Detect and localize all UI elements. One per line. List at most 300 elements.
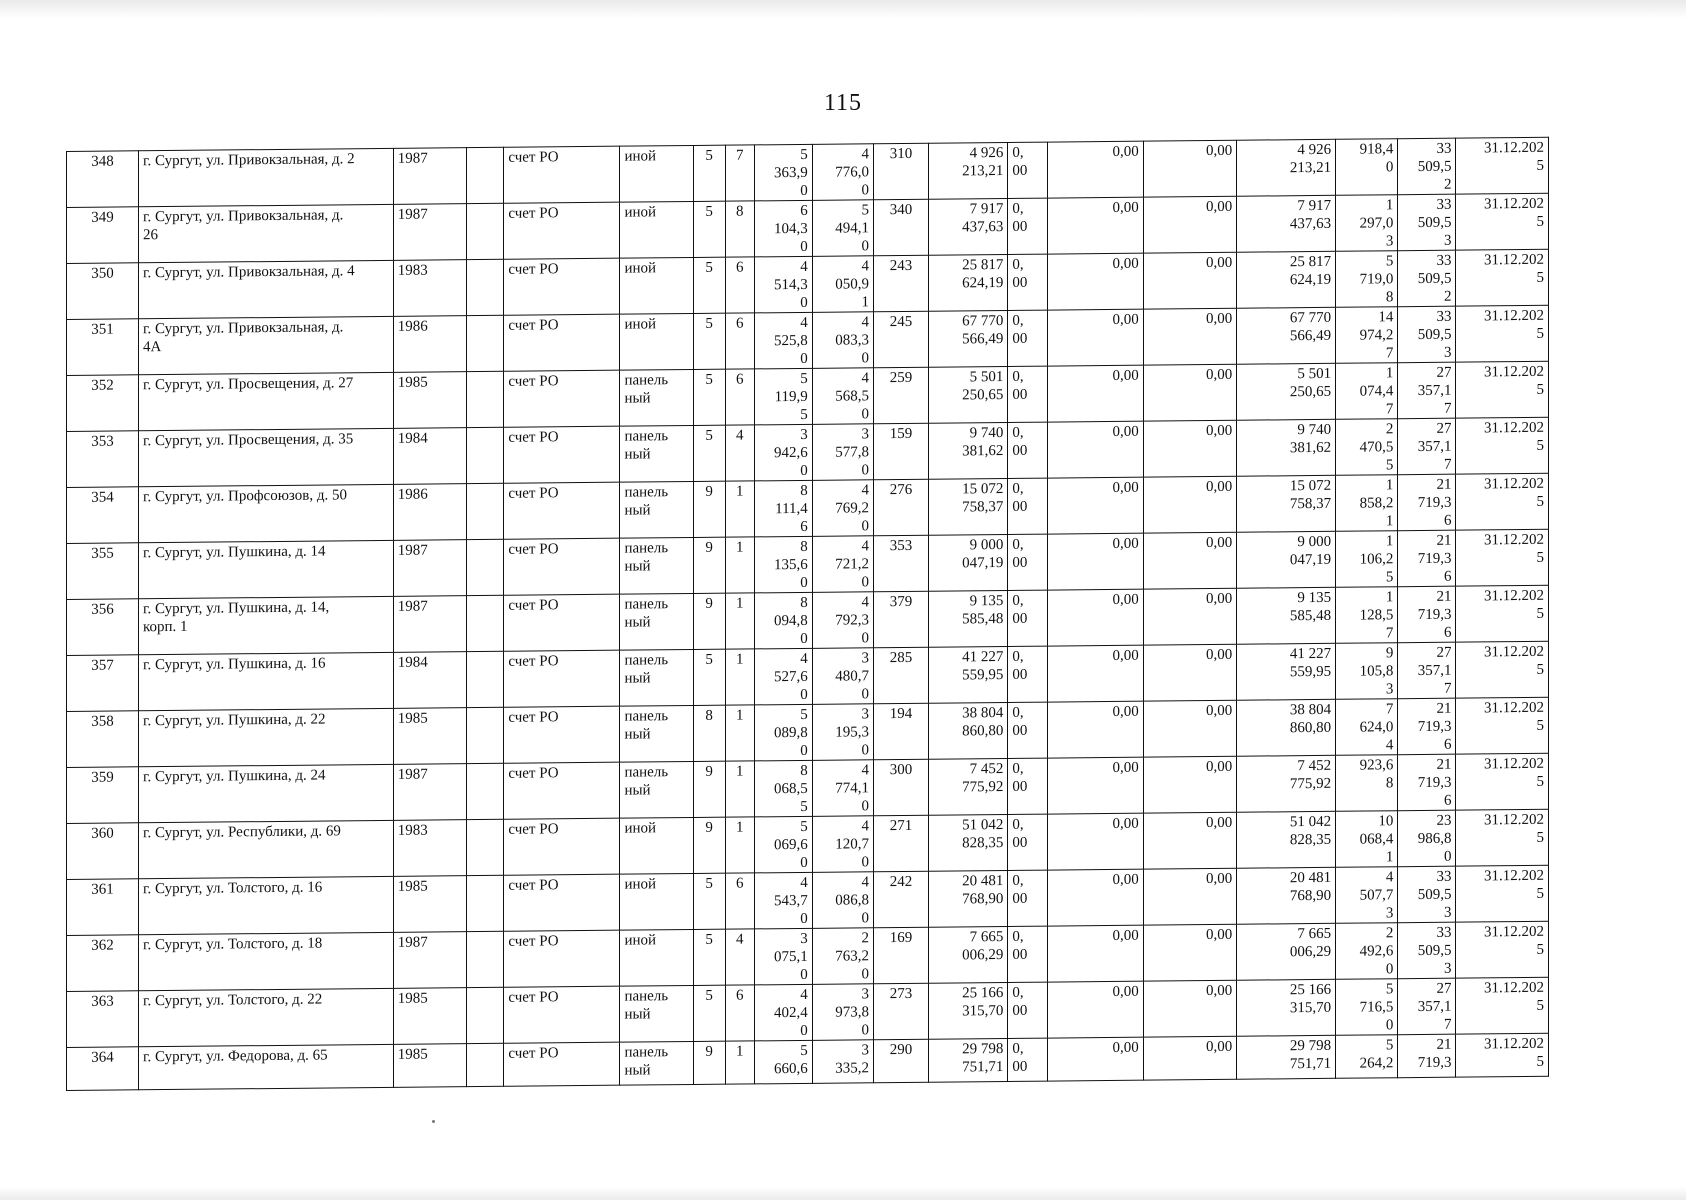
- living-area-cell: [812, 984, 873, 1041]
- max-cost-cell-text: 21 719,3 6: [1417, 700, 1452, 753]
- wall-material-cell: [620, 985, 693, 1042]
- register-sheet: [66, 137, 1549, 1089]
- account-cell-text: счет РО: [508, 373, 559, 390]
- local-budget-cell: [1143, 588, 1236, 645]
- scan-edge-bottom: [0, 1186, 1686, 1200]
- total-area-cell: [754, 984, 812, 1041]
- empty-cell: [466, 651, 504, 707]
- residents-cell: [874, 311, 929, 368]
- regional-budget-cell-text: 0,00: [1112, 535, 1139, 552]
- address-cell-text: г. Сургут, ул. Привокзальная, д. 4А: [143, 319, 344, 356]
- wall-material-cell: [620, 929, 693, 986]
- year-cell-text: 1983: [397, 822, 428, 839]
- fund-cell-text: 0, 00: [1012, 760, 1028, 795]
- floors-cell: [693, 145, 725, 201]
- empty-cell: [466, 875, 504, 931]
- deadline-cell-text: 31.12.202 5: [1484, 363, 1544, 398]
- specific-cost-cell: [1336, 139, 1398, 196]
- entrances-cell-text: 1: [736, 595, 744, 612]
- specific-cost-cell-text: 1 128,5 7: [1359, 589, 1394, 642]
- empty-cell: [466, 203, 504, 259]
- row-number: [67, 599, 139, 656]
- living-area-cell-text: 4 721,2 0: [835, 538, 870, 591]
- year-cell: [393, 652, 466, 709]
- fund-cell-text: 0, 00: [1012, 872, 1028, 907]
- floors-cell-text: 5: [705, 987, 713, 1004]
- owners-funds-cell-text: 25 166 315,70: [1289, 981, 1332, 1017]
- total-area-cell: [754, 256, 812, 313]
- residents-cell-text: 242: [889, 873, 913, 891]
- wall-material-cell-text: панель ный: [624, 764, 669, 799]
- floors-cell-text: 9: [705, 483, 713, 500]
- empty-cell: [466, 539, 504, 595]
- year-cell: [393, 988, 466, 1045]
- owners-funds-cell-text: 4 926 213,21: [1289, 141, 1332, 177]
- owners-funds-cell-text: 41 227 559,95: [1289, 645, 1332, 681]
- year-cell: [393, 540, 466, 597]
- deadline-cell-text: 31.12.202 5: [1484, 195, 1544, 230]
- account-cell: [504, 874, 620, 931]
- deadline-cell: [1456, 585, 1549, 642]
- residents-cell-text: 290: [889, 1041, 913, 1059]
- local-budget-cell-text: 0,00: [1205, 758, 1233, 776]
- regional-budget-cell-text: 0,00: [1112, 367, 1139, 384]
- owners-funds-cell: [1237, 363, 1336, 420]
- residents-cell: [874, 479, 929, 536]
- fund-cell: [1008, 590, 1048, 646]
- living-area-cell-text: 3 973,8 0: [835, 986, 870, 1039]
- cost-cell-text: 20 481 768,90: [962, 873, 1004, 908]
- floors-cell: [693, 705, 725, 761]
- specific-cost-cell-text: 1 074,4 7: [1359, 365, 1394, 418]
- row-number-text: 353: [91, 433, 114, 450]
- row-number: [67, 879, 139, 936]
- specific-cost-cell: [1336, 699, 1398, 756]
- regional-budget-cell: [1048, 701, 1144, 758]
- local-budget-cell: [1143, 196, 1236, 253]
- owners-funds-cell-text: 9 135 585,48: [1289, 589, 1332, 625]
- row-number-text: 354: [91, 489, 114, 506]
- living-area-cell: [812, 760, 873, 817]
- specific-cost-cell: [1336, 643, 1398, 700]
- floors-cell-text: 5: [705, 427, 713, 444]
- specific-cost-cell: [1336, 195, 1398, 252]
- account-cell: [504, 482, 620, 539]
- residents-cell: [874, 871, 929, 928]
- deadline-cell-text: 31.12.202 5: [1484, 307, 1544, 342]
- row-number: [67, 375, 139, 432]
- deadline-cell-text: 31.12.202 5: [1484, 923, 1544, 958]
- owners-funds-cell: [1237, 979, 1336, 1036]
- fund-cell: [1008, 422, 1048, 478]
- fund-cell-text: 0, 00: [1012, 144, 1028, 179]
- local-budget-cell-text: 0,00: [1205, 366, 1233, 384]
- residents-cell: [874, 423, 929, 480]
- local-budget-cell-text: 0,00: [1205, 422, 1233, 440]
- owners-funds-cell: [1237, 531, 1336, 588]
- deadline-cell: [1456, 921, 1549, 978]
- wall-material-cell: [620, 649, 693, 706]
- owners-funds-cell-text: 20 481 768,90: [1289, 869, 1332, 905]
- local-budget-cell: [1143, 308, 1236, 365]
- wall-material-cell-text: иной: [624, 820, 657, 837]
- cost-cell-text: 7 917 437,63: [962, 201, 1004, 236]
- max-cost-cell-text: 33 509,5 2: [1417, 140, 1452, 193]
- row-number-text: 357: [91, 657, 114, 674]
- max-cost-cell: [1398, 642, 1456, 699]
- year-cell-text: 1984: [397, 430, 428, 447]
- deadline-cell-text: 31.12.202 5: [1484, 1035, 1544, 1070]
- specific-cost-cell: [1336, 979, 1398, 1036]
- account-cell: [504, 930, 620, 987]
- address-cell: [139, 428, 394, 486]
- fund-cell-text: 0, 00: [1012, 928, 1028, 963]
- max-cost-cell-text: 27 357,1 7: [1417, 364, 1452, 417]
- cost-cell: [928, 758, 1008, 815]
- empty-cell: [466, 707, 504, 763]
- entrances-cell-text: 6: [736, 371, 744, 388]
- max-cost-cell: [1398, 1034, 1456, 1078]
- address-cell: [139, 876, 394, 934]
- regional-budget-cell: [1048, 757, 1144, 814]
- regional-budget-cell-text: 0,00: [1112, 479, 1139, 496]
- regional-budget-cell-text: 0,00: [1112, 815, 1139, 832]
- max-cost-cell-text: 23 986,8 0: [1417, 812, 1452, 865]
- cost-cell: [928, 310, 1008, 367]
- row-number: [67, 711, 139, 768]
- year-cell-text: 1985: [397, 878, 428, 895]
- total-area-cell: [754, 424, 812, 481]
- floors-cell: [693, 761, 725, 817]
- entrances-cell-text: 8: [736, 203, 744, 220]
- local-budget-cell-text: 0,00: [1205, 1038, 1233, 1056]
- wall-material-cell-text: иной: [624, 204, 657, 221]
- account-cell-text: счет РО: [508, 877, 559, 894]
- owners-funds-cell: [1237, 923, 1336, 980]
- max-cost-cell: [1398, 306, 1456, 363]
- entrances-cell-text: 1: [736, 539, 744, 556]
- max-cost-cell-text: 27 357,1 7: [1417, 980, 1452, 1033]
- account-cell-text: счет РО: [508, 597, 559, 614]
- year-cell: [393, 372, 466, 429]
- floors-cell-text: 5: [705, 651, 713, 668]
- year-cell-text: 1983: [397, 262, 428, 279]
- owners-funds-cell: [1237, 1035, 1336, 1079]
- entrances-cell-text: 1: [736, 707, 744, 724]
- deadline-cell: [1456, 193, 1549, 250]
- account-cell-text: счет РО: [508, 205, 559, 222]
- address-cell-text: г. Сургут, ул. Пушкина, д. 14: [143, 543, 326, 562]
- account-cell: [504, 370, 620, 427]
- cost-cell: [928, 422, 1008, 479]
- regional-budget-cell: [1048, 533, 1144, 590]
- deadline-cell: [1456, 529, 1549, 586]
- address-cell-text: г. Сургут, ул. Просвещения, д. 35: [143, 431, 354, 450]
- residents-cell: [874, 647, 929, 704]
- entrances-cell-text: 6: [736, 987, 744, 1004]
- address-cell: [139, 484, 394, 542]
- entrances-cell: [725, 929, 754, 985]
- account-cell-text: счет РО: [508, 933, 559, 950]
- cost-cell: [928, 814, 1008, 871]
- cost-cell-text: 29 798 751,71: [962, 1041, 1004, 1076]
- total-area-cell-text: 4 527,6 0: [774, 650, 808, 703]
- deadline-cell-text: 31.12.202 5: [1484, 587, 1544, 622]
- regional-budget-cell-text: 0,00: [1112, 703, 1139, 720]
- living-area-cell-text: 2 763,2 0: [835, 930, 870, 983]
- deadline-cell: [1456, 417, 1549, 474]
- max-cost-cell: [1398, 922, 1456, 979]
- specific-cost-cell: [1336, 307, 1398, 364]
- total-area-cell: [754, 200, 812, 257]
- total-area-cell: [754, 648, 812, 705]
- deadline-cell-text: 31.12.202 5: [1484, 811, 1544, 846]
- account-cell-text: счет РО: [508, 821, 559, 838]
- address-cell-text: г. Сургут, ул. Пушкина, д. 16: [143, 655, 326, 674]
- specific-cost-cell-text: 10 068,4 1: [1359, 813, 1394, 866]
- regional-budget-cell: [1048, 925, 1144, 982]
- floors-cell: [693, 873, 725, 929]
- total-area-cell: [754, 928, 812, 985]
- residents-cell: [874, 815, 929, 872]
- wall-material-cell: [620, 593, 693, 650]
- max-cost-cell: [1398, 194, 1456, 251]
- floors-cell: [693, 425, 725, 481]
- account-cell: [504, 594, 620, 651]
- year-cell: [393, 316, 466, 373]
- fund-cell-text: 0, 00: [1012, 256, 1028, 291]
- local-budget-cell-text: 0,00: [1205, 982, 1233, 1000]
- fund-cell-text: 0, 00: [1012, 816, 1028, 851]
- fund-cell-text: 0, 00: [1012, 200, 1028, 235]
- entrances-cell: [725, 537, 754, 593]
- fund-cell: [1008, 534, 1048, 590]
- cost-cell-text: 5 501 250,65: [962, 369, 1004, 404]
- max-cost-cell-text: 21 719,3: [1417, 1036, 1452, 1072]
- total-area-cell-text: 4 514,3 0: [774, 258, 808, 311]
- account-cell-text: счет РО: [508, 429, 559, 446]
- page-number: 115: [823, 90, 863, 116]
- local-budget-cell-text: 0,00: [1205, 646, 1233, 664]
- deadline-cell-text: 31.12.202 5: [1484, 867, 1544, 902]
- max-cost-cell: [1398, 418, 1456, 475]
- total-area-cell-text: 4 525,8 0: [774, 314, 808, 367]
- living-area-cell: [812, 1040, 873, 1084]
- deadline-cell: [1456, 697, 1549, 754]
- account-cell: [504, 818, 620, 875]
- year-cell-text: 1987: [397, 766, 428, 783]
- specific-cost-cell: [1336, 923, 1398, 980]
- living-area-cell: [812, 424, 873, 481]
- row-number: [67, 543, 139, 600]
- regional-budget-cell-text: 0,00: [1112, 1039, 1139, 1056]
- living-area-cell-text: 3 335,2: [835, 1042, 870, 1077]
- year-cell-text: 1987: [397, 598, 428, 615]
- total-area-cell: [754, 368, 812, 425]
- fund-cell-text: 0, 00: [1012, 424, 1028, 459]
- entrances-cell: [725, 985, 754, 1041]
- living-area-cell: [812, 256, 873, 313]
- address-cell-text: г. Сургут, ул. Просвещения, д. 27: [143, 375, 354, 394]
- empty-cell: [466, 931, 504, 987]
- owners-funds-cell-text: 67 770 566,49: [1289, 309, 1332, 345]
- scan-edge-top: [0, 0, 1686, 18]
- wall-material-cell-text: панель ный: [624, 988, 669, 1023]
- specific-cost-cell: [1336, 251, 1398, 308]
- residents-cell: [874, 703, 929, 760]
- living-area-cell-text: 4 769,2 0: [835, 482, 870, 535]
- wall-material-cell-text: иной: [624, 316, 657, 333]
- row-number: [67, 1047, 139, 1091]
- local-budget-cell: [1143, 140, 1236, 197]
- regional-budget-cell-text: 0,00: [1112, 591, 1139, 608]
- year-cell: [393, 764, 466, 821]
- pencil-mark: [432, 1120, 435, 1123]
- account-cell-text: счет РО: [508, 541, 559, 558]
- total-area-cell: [754, 144, 812, 201]
- fund-cell: [1008, 366, 1048, 422]
- deadline-cell-text: 31.12.202 5: [1484, 419, 1544, 454]
- local-budget-cell: [1143, 252, 1236, 309]
- entrances-cell-text: 6: [736, 259, 744, 276]
- row-number: [67, 935, 139, 992]
- total-area-cell-text: 6 104,3 0: [774, 202, 808, 255]
- row-number-text: 352: [91, 377, 114, 394]
- empty-cell: [466, 987, 504, 1043]
- floors-cell: [693, 1041, 725, 1084]
- owners-funds-cell: [1237, 475, 1336, 532]
- regional-budget-cell-text: 0,00: [1112, 311, 1139, 328]
- empty-cell: [466, 147, 504, 203]
- empty-cell: [466, 371, 504, 427]
- empty-cell: [466, 259, 504, 315]
- cost-cell: [928, 198, 1008, 255]
- cost-cell: [928, 926, 1008, 983]
- cost-cell: [928, 590, 1008, 647]
- regional-budget-cell-text: 0,00: [1112, 983, 1139, 1000]
- address-cell: [139, 540, 394, 598]
- year-cell: [393, 820, 466, 877]
- year-cell-text: 1987: [397, 206, 428, 223]
- residents-cell: [874, 367, 929, 424]
- wall-material-cell-text: панель ный: [624, 372, 669, 407]
- deadline-cell: [1456, 977, 1549, 1034]
- address-cell: [139, 932, 394, 990]
- year-cell: [393, 484, 466, 541]
- account-cell-text: счет РО: [508, 653, 559, 670]
- living-area-cell-text: 4 774,1 0: [835, 762, 870, 815]
- regional-budget-cell: [1048, 813, 1144, 870]
- account-cell-text: счет РО: [508, 485, 559, 502]
- year-cell: [393, 596, 466, 653]
- total-area-cell-text: 5 089,8 0: [774, 706, 808, 759]
- max-cost-cell-text: 21 719,3 6: [1417, 756, 1452, 809]
- entrances-cell-text: 6: [736, 315, 744, 332]
- residents-cell-text: 285: [889, 649, 913, 667]
- address-cell-text: г. Сургут, ул. Пушкина, д. 14, корп. 1: [143, 599, 330, 636]
- year-cell-text: 1985: [397, 710, 428, 727]
- address-cell-text: г. Сургут, ул. Привокзальная, д. 2: [143, 151, 355, 170]
- account-cell-text: счет РО: [508, 765, 559, 782]
- local-budget-cell-text: 0,00: [1205, 198, 1233, 216]
- address-cell-text: г. Сургут, ул. Пушкина, д. 24: [143, 767, 326, 786]
- total-area-cell: [754, 760, 812, 817]
- fund-cell: [1008, 646, 1048, 702]
- account-cell-text: счет РО: [508, 989, 559, 1006]
- local-budget-cell: [1143, 364, 1236, 421]
- owners-funds-cell-text: 9 740 381,62: [1289, 421, 1332, 457]
- deadline-cell: [1456, 753, 1549, 810]
- owners-funds-cell: [1237, 139, 1336, 196]
- deadline-cell: [1456, 865, 1549, 922]
- floors-cell: [693, 313, 725, 369]
- regional-budget-cell: [1048, 309, 1144, 366]
- row-number: [67, 487, 139, 544]
- specific-cost-cell: [1336, 587, 1398, 644]
- account-cell: [504, 706, 620, 763]
- living-area-cell: [812, 312, 873, 369]
- empty-cell: [466, 1043, 504, 1086]
- entrances-cell: [725, 313, 754, 369]
- owners-funds-cell: [1237, 699, 1336, 756]
- local-budget-cell: [1143, 532, 1236, 589]
- floors-cell: [693, 481, 725, 537]
- fund-cell: [1008, 1038, 1048, 1081]
- address-cell: [139, 260, 394, 318]
- deadline-cell: [1456, 137, 1549, 194]
- cost-cell-text: 4 926 213,21: [962, 145, 1004, 180]
- local-budget-cell: [1143, 420, 1236, 477]
- cost-cell-text: 9 000 047,19: [962, 537, 1004, 572]
- cost-cell: [928, 478, 1008, 535]
- year-cell: [393, 148, 466, 205]
- max-cost-cell: [1398, 698, 1456, 755]
- residents-cell: [874, 591, 929, 648]
- wall-material-cell-text: панель ный: [624, 652, 669, 687]
- floors-cell-text: 5: [705, 259, 713, 276]
- local-budget-cell-text: 0,00: [1205, 702, 1233, 720]
- year-cell: [393, 204, 466, 261]
- fund-cell: [1008, 478, 1048, 534]
- local-budget-cell: [1143, 644, 1236, 701]
- owners-funds-cell-text: 5 501 250,65: [1289, 365, 1332, 401]
- local-budget-cell-text: 0,00: [1205, 310, 1233, 328]
- owners-funds-cell: [1237, 755, 1336, 812]
- empty-cell: [466, 427, 504, 483]
- address-cell: [139, 596, 394, 654]
- residents-cell-text: 273: [889, 985, 913, 1003]
- wall-material-cell-text: панель ный: [624, 428, 669, 463]
- address-cell: [139, 204, 394, 262]
- total-area-cell: [754, 872, 812, 929]
- floors-cell-text: 5: [705, 203, 713, 220]
- wall-material-cell: [620, 369, 693, 426]
- deadline-cell: [1456, 641, 1549, 698]
- fund-cell: [1008, 982, 1048, 1038]
- address-cell: [139, 372, 394, 430]
- row-number: [67, 767, 139, 824]
- fund-cell: [1008, 814, 1048, 870]
- floors-cell-text: 5: [705, 875, 713, 892]
- owners-funds-cell: [1237, 419, 1336, 476]
- owners-funds-cell-text: 29 798 751,71: [1289, 1037, 1332, 1073]
- local-budget-cell-text: 0,00: [1205, 870, 1233, 888]
- regional-budget-cell-text: 0,00: [1112, 647, 1139, 664]
- address-cell-text: г. Сургут, ул. Привокзальная, д. 26: [143, 207, 344, 244]
- address-cell: [139, 988, 394, 1046]
- row-number-text: 349: [91, 209, 114, 226]
- fund-cell: [1008, 310, 1048, 366]
